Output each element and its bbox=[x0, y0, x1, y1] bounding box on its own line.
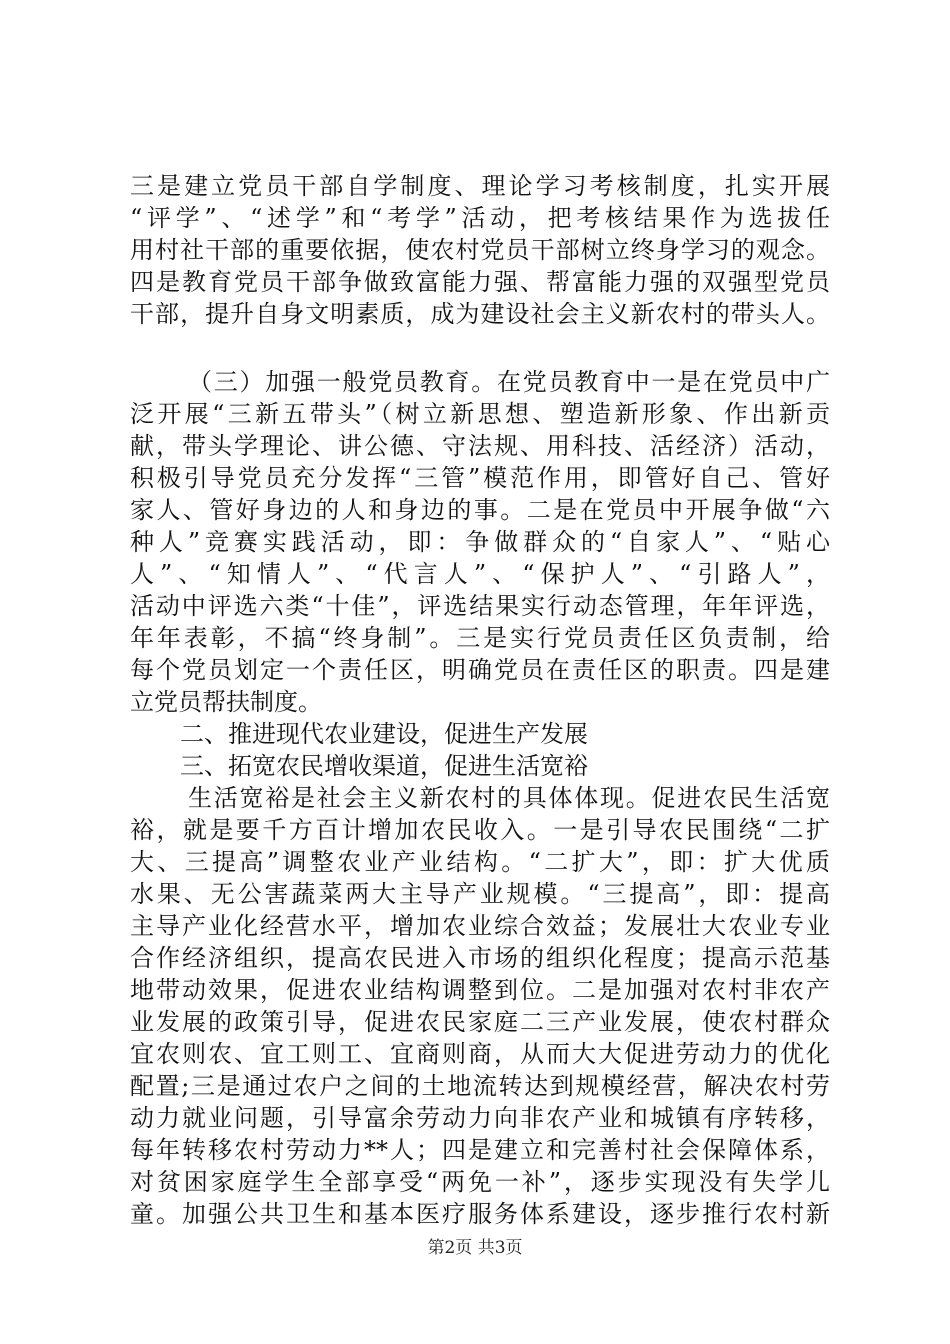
text-line: 生活宽裕是社会主义新农村的具体体现。促进农民生活宽 bbox=[188, 784, 830, 812]
text-line: 积极引导党员充分发挥“三管”模范作用，即管好自己、管好 bbox=[130, 464, 830, 492]
text-line: 四是教育党员干部争做致富能力强、帮富能力强的双强型党员 bbox=[130, 268, 830, 296]
text-line: 地带动效果，促进农业结构调整到位。二是加强对农村非农产 bbox=[130, 976, 830, 1004]
text-line: 配置;三是通过农户之间的土地流转达到规模经营，解决农村劳 bbox=[130, 1072, 830, 1100]
paragraph-party-study-system bbox=[130, 170, 830, 330]
text-line: 用村社干部的重要依据，使农村党员干部树立终身学习的观念。 bbox=[130, 236, 830, 264]
text-line: 每个党员划定一个责任区，明确党员在责任区的职责。四是建 bbox=[130, 656, 830, 684]
paragraph-general-member-education bbox=[130, 366, 830, 718]
text-line: 献，带头学理论、讲公德、守法规、用科技、活经济）活动， bbox=[130, 432, 830, 460]
text-line: 种人”竞赛实践活动，即：争做群众的“自家人”、“贴心 bbox=[130, 528, 830, 556]
paragraph-gap bbox=[130, 330, 830, 366]
text-line: 童。加强公共卫生和基本医疗服务体系建设，逐步推行农村新 bbox=[130, 1200, 830, 1228]
text-line: 水果、无公害蔬菜两大主导产业规模。“三提高”，即：提高 bbox=[130, 880, 830, 908]
text-line: 主导产业化经营水平，增加农业综合效益；发展壮大农业专业 bbox=[130, 912, 830, 940]
text-line: 业发展的政策引导，促进农民家庭二三产业发展，使农村群众 bbox=[130, 1008, 830, 1036]
document-body bbox=[130, 170, 830, 1230]
text-line: 大、三提高”调整农业产业结构。“二扩大”，即：扩大优质 bbox=[130, 848, 830, 876]
section-heading-income: 三、拓宽农民增收渠道，促进生活宽裕 bbox=[180, 752, 588, 780]
text-line: 人”、“知情人”、“代言人”、“保护人”、“引路人”， bbox=[130, 560, 830, 588]
text-line: 活动中评选六类“十佳”，评选结果实行动态管理，年年评选， bbox=[130, 592, 830, 620]
text-line: 家人、管好身边的人和身边的事。二是在党员中开展争做“六 bbox=[130, 496, 830, 524]
text-line: 裕，就是要千方百计增加农民收入。一是引导农民围绕“二扩 bbox=[130, 816, 830, 844]
text-line: 立党员帮扶制度。 bbox=[130, 688, 322, 716]
section-heading-agriculture: 二、推进现代农业建设，促进生产发展 bbox=[180, 720, 588, 748]
text-line: 三是建立党员干部自学制度、理论学习考核制度，扎实开展 bbox=[130, 172, 830, 200]
text-line: 动力就业问题，引导富余劳动力向非农产业和城镇有序转移， bbox=[130, 1104, 830, 1132]
text-line: “评学”、“述学”和“考学”活动，把考核结果作为选拔任 bbox=[130, 204, 830, 232]
paragraph-farmer-income bbox=[130, 782, 830, 1230]
text-line: 年年表彰，不搞“终身制”。三是实行党员责任区负责制，给 bbox=[130, 624, 830, 652]
text-line: 对贫困家庭学生全部享受“两免一补”，逐步实现没有失学儿 bbox=[130, 1168, 830, 1196]
text-line: （三）加强一般党员教育。在党员教育中一是在党员中广 bbox=[188, 368, 830, 396]
text-line: 合作经济组织，提高农民进入市场的组织化程度；提高示范基 bbox=[130, 944, 830, 972]
text-line: 每年转移农村劳动力**人；四是建立和完善村社会保障体系， bbox=[130, 1136, 830, 1164]
page-number-footer: 第2页 共3页 bbox=[427, 1238, 523, 1258]
text-line: 干部，提升自身文明素质，成为建设社会主义新农村的带头人。 bbox=[130, 300, 830, 328]
text-line: 宜农则农、宜工则工、宜商则商，从而大大促进劳动力的优化 bbox=[130, 1040, 830, 1068]
text-line: 泛开展“三新五带头”（树立新思想、塑造新形象、作出新贡 bbox=[130, 400, 830, 428]
